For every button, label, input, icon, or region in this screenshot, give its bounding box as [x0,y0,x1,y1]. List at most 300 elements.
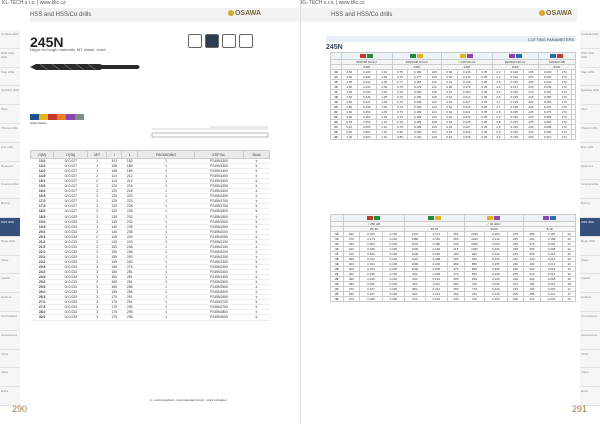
table-cell: 4.56 [341,70,357,75]
table-cell: k [244,179,270,184]
material-cell [341,53,392,60]
table-cell: 21.0 [31,239,54,244]
table-cell: 0.189 [408,95,427,100]
table-cell: P245N2150 [195,244,244,249]
table-cell: P245N2450 [195,275,244,280]
table-cell: 0.218 [540,277,562,282]
table-cell: 265 [507,237,524,242]
side-tab[interactable]: Extra [580,387,600,406]
table-cell: 0.219 [457,105,476,110]
table-cell: 0.35 [476,100,492,105]
table-cell: 215 [524,95,538,100]
side-tab[interactable]: Index [0,368,20,387]
table-cell: 170 [557,100,571,105]
table-cell: 16 [331,247,344,252]
column-header: Stock [244,151,270,159]
side-tab[interactable]: Carbide drills [0,30,20,49]
table-cell: 15 [331,242,344,247]
table-cell: 0.210 [425,277,447,282]
table-cell: 1 [137,310,194,315]
table-cell: 110 [427,75,441,80]
left-logo-text: OSAWA [235,10,262,17]
table-cell: 0.79 [392,115,408,120]
table-cell: 0.75 [392,70,408,75]
material-badge-icon [367,54,373,58]
side-tab[interactable]: Other [0,350,20,369]
material-badge-icon [460,54,466,58]
left-side-tabs [0,30,20,406]
table-cell: 1080 [464,242,485,247]
table-cell: 370 [448,272,465,277]
table-cell: P245N1450 [195,174,244,179]
table-cell: 0.229 [457,130,476,135]
left-header-title: HSS and HSS/Co drills [30,12,92,18]
dimension-diagram [150,125,270,145]
table-cell: 1.10 [376,115,392,120]
table-cell: 0.210 [540,252,562,257]
table-cell: P245N1850 [195,214,244,219]
material-cell [524,215,576,222]
table-cell: 3 [88,264,107,269]
table-cell: 125 [106,199,121,204]
table-cell: 25 [331,292,344,297]
side-tab[interactable]: HSS twist drills [580,49,600,68]
table-cell: 0.225 [457,120,476,125]
side-tab[interactable]: Spotting drills [580,86,600,105]
left-page-number: 290 [12,404,28,414]
table-cell: 238 [122,229,137,234]
table-cell: P245N1400 [195,169,244,174]
table-cell: 0.202 [540,242,562,247]
side-tab[interactable]: Countersinks [580,180,600,199]
side-tab[interactable]: Accessories [580,331,600,350]
side-tab[interactable]: Thread mills [580,124,600,143]
table-cell: 0.35 [476,120,492,125]
left-topbar: KL-TECH s.r.o. | www.kltc.cz [2,0,66,6]
table-cell: 0.100 [382,237,404,242]
table-cell: 4.66 [341,90,357,95]
table-cell: 155 [106,264,121,269]
table-cell: 0.213 [425,292,447,297]
table-cell: 0.285 [538,115,557,120]
table-cell: 24.0 [31,270,54,275]
table-cell: 0.243 [485,287,507,292]
side-tab[interactable]: HSS drills [580,218,600,237]
table-cell: 1 [137,174,194,179]
table-cell: k [244,164,270,169]
column-header: M/T [88,151,107,159]
table-cell: 1.00 [376,75,392,80]
table-cell: 120 [106,189,121,194]
table-cell: 190 [524,287,541,292]
table-cell: 0/-0.033 [54,315,88,320]
table-cell: k [244,305,270,310]
table-cell: P245N1700 [195,199,244,204]
table-cell: 460 [448,232,465,237]
table-cell: 200 [524,277,541,282]
material-badge-icon [374,216,380,220]
table-cell: P245N1750 [195,204,244,209]
table-cell: 1140 [405,257,426,262]
table-cell: 2.6 [492,85,504,90]
table-cell: 1 [137,184,194,189]
table-cell: 0/-0.033 [54,219,88,224]
table-cell: 0.194 [360,262,382,267]
material-badge-icon [428,216,434,220]
table-cell: 25 [331,130,342,135]
speed-cell: 30-70 [405,227,465,232]
table-cell: 0.195 [505,125,524,130]
table-cell: 3.0 [492,135,504,140]
table-cell: 0.260 [538,100,557,105]
table-cell: 0.223 [457,115,476,120]
table-cell: 0.212 [540,257,562,262]
table-cell: 23.0 [31,259,54,264]
table-cell: 30 [331,297,344,302]
side-tab[interactable]: HSS twist drills [0,49,20,68]
table-cell: 210 [507,287,524,292]
table-cell: 0.195 [505,110,524,115]
table-cell: 1 [137,224,194,229]
side-tab[interactable]: Accessories [0,331,20,350]
table-cell: 0.252 [357,115,376,120]
side-tab[interactable]: Deep drills [580,237,600,256]
speed-cell: 40-60 [464,227,524,232]
table-cell: 0.190 [360,252,382,257]
table-cell: 248 [122,249,137,254]
table-cell: P245N2600 [195,290,244,295]
side-tab[interactable]: Carbide drills [580,30,600,49]
table-cell: 2 [88,194,107,199]
table-cell: 0.295 [538,125,557,130]
material-badge-icon [494,216,500,220]
table-cell: 0.63 [441,130,457,135]
table-cell: 0.193 [360,257,382,262]
table-cell: 20 [563,252,576,257]
table-cell: 0.100 [382,297,404,302]
table-cell: 205 [507,292,524,297]
table-cell: k [244,234,270,239]
table-cell: 0.189 [408,110,427,115]
table-cell: 0.100 [382,282,404,287]
table-cell: 210 [524,272,541,277]
table-cell: 1 [137,199,194,204]
material-cell [405,215,465,222]
speed-cell: 2/3/0 [392,65,441,70]
table-cell: 243 [122,239,137,244]
table-cell: 23 [563,237,576,242]
table-cell: 1.05 [376,95,392,100]
logo-icon [539,10,545,16]
side-tab[interactable]: Reamers [0,162,20,181]
table-cell: 13 [331,232,344,237]
table-cell: 0/-0.033 [54,259,88,264]
table-cell: 0.195 [505,135,524,140]
table-cell: 5.66 [341,130,357,135]
table-cell: 230 [524,262,541,267]
side-tab[interactable]: Taps [0,105,20,124]
table-cell: 24 [563,232,576,237]
table-cell: 0.213 [540,262,562,267]
table-cell: 3 [88,310,107,315]
side-tab[interactable]: Thread mills [0,124,20,143]
table-cell: 30 [331,135,342,140]
table-cell: 170 [557,125,571,130]
table-cell: 253 [122,259,137,264]
material-cell [343,215,405,222]
side-tab[interactable]: Deep drills [0,237,20,256]
table-cell: 3 [88,315,107,320]
table-cell: 0.190 [505,70,524,75]
table-cell: 170 [106,300,121,305]
table-cell: 0.100 [382,287,404,292]
table-cell: 185 [524,292,541,297]
table-cell: 275 [507,232,524,237]
table-cell: k [244,169,270,174]
table-cell: 2.8 [492,120,504,125]
table-cell: 0/-0.033 [54,249,88,254]
table-cell: 0.35 [476,75,492,80]
table-cell: k [244,244,270,249]
material-icon [205,34,219,48]
side-tab[interactable]: Extra [0,387,20,406]
table-cell: 230 [507,267,524,272]
cutting-table-1 [330,52,576,140]
table-cell: 0.184 [457,90,476,95]
material-cell [538,53,576,60]
table-cell: 0.80 [392,135,408,140]
table-cell: 130 [106,204,121,209]
material-badge-icon [516,54,522,58]
table-cell: 135 [106,214,121,219]
table-cell: 21.5 [31,244,54,249]
side-tab[interactable]: Taps [580,105,600,124]
table-cell: 270 [343,297,360,302]
table-cell: 4.60 [341,75,357,80]
table-cell: k [244,270,270,275]
table-cell: 0/-0.033 [54,239,88,244]
table-cell: 0.35 [476,70,492,75]
side-tab[interactable]: Holders [0,293,20,312]
table-cell: 0.179 [408,85,427,90]
table-cell: 13.0 [31,159,54,164]
table-cell: P245N2250 [195,254,244,259]
table-cell: 0.198 [540,237,562,242]
table-cell: 3 [88,290,107,295]
table-cell: 1340 [464,237,485,242]
table-cell: 160 [106,275,121,280]
table-cell: 1 [137,295,194,300]
side-tab[interactable]: Reamers [580,162,600,181]
side-tab[interactable]: Step drills [0,68,20,87]
side-tab[interactable]: Boring [580,199,600,218]
table-cell [571,135,575,140]
table-cell: 4.66 [341,105,357,110]
table-cell: 0.255 [538,95,557,100]
table-cell: 22 [331,277,344,282]
table-cell: 223 [122,199,137,204]
table-cell: 920 [464,257,485,262]
table-cell: k [244,249,270,254]
side-tab[interactable]: End mills [0,143,20,162]
table-cell: 155 [106,254,121,259]
table-cell: P245N2700 [195,300,244,305]
material-row [331,53,576,60]
material-badge-icon [509,54,515,58]
table-cell: 0.186 [360,247,382,252]
strip-swatch [39,114,48,120]
table-cell: 233 [122,214,137,219]
table-cell: 253 [122,254,137,259]
column-header: D(M) [31,151,54,159]
table-cell: 2 [88,204,107,209]
table-cell: 1 [137,204,194,209]
table-cell: 3 [88,275,107,280]
table-cell: 1276 [405,242,426,247]
table-cell: 0.77 [392,80,408,85]
table-cell: 145 [106,239,121,244]
table-cell: P245N1500 [195,179,244,184]
table-cell: 220 [507,277,524,282]
material-badge-icon [550,216,556,220]
table-cell: 410 [343,252,360,257]
model-title: 245N [30,34,64,50]
table-cell: 20 [331,267,344,272]
table-cell: 0.220 [540,287,562,292]
table-cell: 0.189 [408,115,427,120]
side-tab[interactable]: Boring [0,199,20,218]
side-tab[interactable]: Index [580,368,600,387]
strip-swatch [66,114,75,120]
table-cell: 0/-0.027 [54,164,88,169]
table-cell: k [244,295,270,300]
table-cell: 0.195 [505,105,524,110]
hardness-cell: < 700 N/mm² [441,60,492,65]
table-cell: 0.230 [457,135,476,140]
table-cell: 170 [557,90,571,95]
table-cell: 1.10 [376,125,392,130]
table-cell: 0.79 [392,125,408,130]
table-cell: 19 [331,100,342,105]
table-cell: 218 [122,189,137,194]
table-cell: 1.10 [376,135,392,140]
table-cell: 160 [106,270,121,275]
table-cell: 2.6 [492,95,504,100]
table-cell: 150 [106,249,121,254]
cutting-parameters-title: CUTTING PARAMETERS [527,37,574,42]
stock-legend: k - stock standard - stock standard stock - stock unloaded [150,398,227,402]
side-tab[interactable]: Spotting drills [0,86,20,105]
side-tab[interactable]: End mills [580,143,600,162]
side-tab[interactable]: Step drills [580,68,600,87]
material-cell [492,53,538,60]
table-cell: 14 [331,237,344,242]
table-cell: 135 [106,219,121,224]
table-cell: 365 [448,277,465,282]
table-cell: 1.10 [376,130,392,135]
table-cell: 0.62 [441,105,457,110]
table-cell: 19.0 [31,219,54,224]
table-cell: 1 [137,254,194,259]
table-cell: 240 [524,257,541,262]
table-cell: 0.260 [357,135,376,140]
table-cell: 2 [88,239,107,244]
side-tab[interactable]: Inserts [0,274,20,293]
table-cell: 15.5 [31,184,54,189]
table-cell: 155 [106,259,121,264]
table-cell: 4.65 [341,80,357,85]
table-cell: 0.173 [425,232,447,237]
table-cell: P245N2100 [195,239,244,244]
table-cell: 1 [137,300,194,305]
table-cell: 0.212 [485,237,507,242]
table-cell: 0.61 [441,95,457,100]
speed-cell: 3/3/0 [492,65,538,70]
cutting-parameters-bar [326,36,576,42]
table-cell: 0/-0.027 [54,204,88,209]
table-row [331,135,576,140]
table-cell: 1 [137,264,194,269]
table-cell: k [244,229,270,234]
side-tab[interactable]: HSS drills [0,218,20,237]
table-cell: 0.100 [382,277,404,282]
table-cell: 750 [464,292,485,297]
table-cell: 2.9 [492,130,504,135]
table-cell: 0.145 [457,70,476,75]
table-cell: 0.64 [441,135,457,140]
side-tab[interactable]: Tool holders [580,312,600,331]
table-cell: 0.252 [538,90,557,95]
side-tab[interactable]: Inserts [580,274,600,293]
right-logo-text: OSAWA [546,10,573,17]
table-cell: 18 [563,282,576,287]
table-cell: 0.195 [505,120,524,125]
table-cell: 0.310 [538,135,557,140]
table-cell: 118 [427,90,441,95]
table-cell: 0.100 [382,252,404,257]
table-cell: 0.60 [441,70,457,75]
side-tab[interactable]: Countersinks [0,180,20,199]
material-badge-icon [410,54,416,58]
side-tab[interactable]: Holders [580,293,600,312]
table-cell: 960 [464,252,485,257]
table-cell: 0.62 [441,120,457,125]
table-cell: P245N2650 [195,295,244,300]
side-tab[interactable]: Saws [580,256,600,275]
table-cell: 0/-0.033 [54,275,88,280]
table-cell: 0.174 [360,237,382,242]
table-cell: 4.66 [341,95,357,100]
table-cell: P245N2800 [195,310,244,315]
side-tab[interactable]: Saws [0,256,20,275]
table-cell: 0.195 [505,95,524,100]
table-cell: 23.5 [31,264,54,269]
table-cell: 940 [405,277,426,282]
table-cell: k [244,194,270,199]
table-cell [331,215,344,222]
side-tab[interactable]: Other [580,350,600,369]
table-cell: 28.0 [31,310,54,315]
table-cell: 2 [88,249,107,254]
table-cell: 2.6 [492,90,504,95]
table-cell: 0.235 [485,262,507,267]
table-cell: P245N1550 [195,184,244,189]
side-tab[interactable]: Tool holders [0,312,20,331]
table-cell: 0.100 [382,247,404,252]
table-cell: 1 [137,209,194,214]
table-cell: 124 [427,110,441,115]
table-cell: 170 [557,80,571,85]
